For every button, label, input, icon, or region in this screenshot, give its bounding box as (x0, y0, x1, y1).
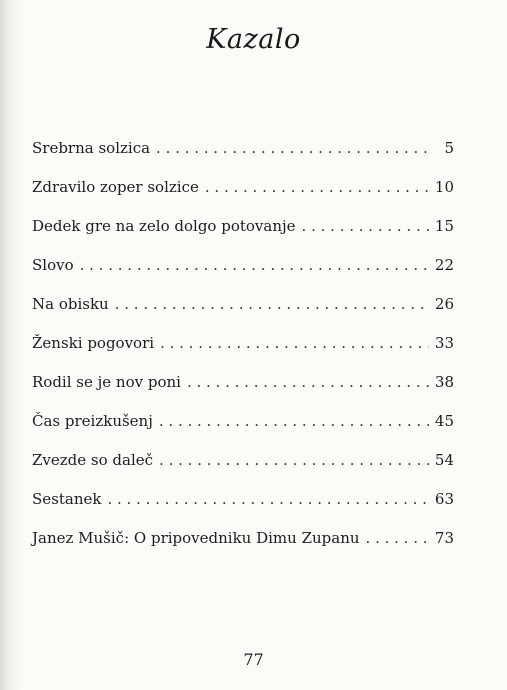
toc-entry-page: 5 (444, 139, 454, 157)
toc-entry (32, 528, 454, 567)
toc-entry (32, 489, 454, 528)
toc-entry (32, 177, 454, 216)
toc-entry-title: Na obisku (32, 295, 109, 313)
toc-entry-title: Srebrna solzica (32, 139, 151, 157)
toc-entry (32, 450, 454, 489)
toc-entry-page: 15 (434, 217, 454, 235)
toc-entry-title: Zdravilo zoper solzice (32, 178, 199, 196)
toc-entry-page: 33 (434, 334, 454, 352)
toc-entry-page: 45 (434, 412, 454, 430)
dot-leader (160, 333, 429, 353)
toc-entry-title: Sestanek (32, 490, 102, 508)
toc-entry-title: Janez Mušič: O pripovedniku Dimu Zupanu (32, 529, 360, 547)
toc-entry (32, 333, 454, 372)
toc-entry-title: Ženski pogovori (32, 334, 155, 352)
dot-leader (205, 177, 429, 197)
toc-entry-page: 38 (434, 373, 454, 391)
table-of-contents (32, 138, 454, 567)
toc-entry-page: 10 (434, 178, 454, 196)
toc-entry-page: 54 (434, 451, 454, 469)
dot-leader (156, 138, 434, 158)
dot-leader (366, 528, 429, 548)
toc-entry-page: 73 (434, 529, 454, 547)
dot-leader (159, 450, 429, 470)
toc-entry-page: 26 (434, 295, 454, 313)
toc-entry (32, 255, 454, 294)
toc-entry (32, 372, 454, 411)
toc-entry (32, 216, 454, 255)
toc-entry (32, 411, 454, 450)
toc-entry (32, 294, 454, 333)
dot-leader (80, 255, 429, 275)
toc-entry-title: Rodil se je nov poni (32, 373, 181, 391)
toc-entry-title: Zvezde so daleč (32, 451, 154, 469)
page-number: 77 (243, 650, 264, 669)
dot-leader (115, 294, 429, 314)
dot-leader (107, 489, 428, 509)
toc-entry-page: 63 (434, 490, 454, 508)
dot-leader (302, 216, 429, 236)
toc-entry (32, 138, 454, 177)
toc-entry-page: 22 (434, 256, 454, 274)
dot-leader (159, 411, 429, 431)
toc-entry-title: Slovo (32, 256, 74, 274)
toc-entry-title: Dedek gre na zelo dolgo potovanje (32, 217, 296, 235)
toc-entry-title: Čas preizkušenj (32, 412, 153, 430)
dot-leader (187, 372, 429, 392)
page-title: Kazalo (206, 24, 301, 55)
